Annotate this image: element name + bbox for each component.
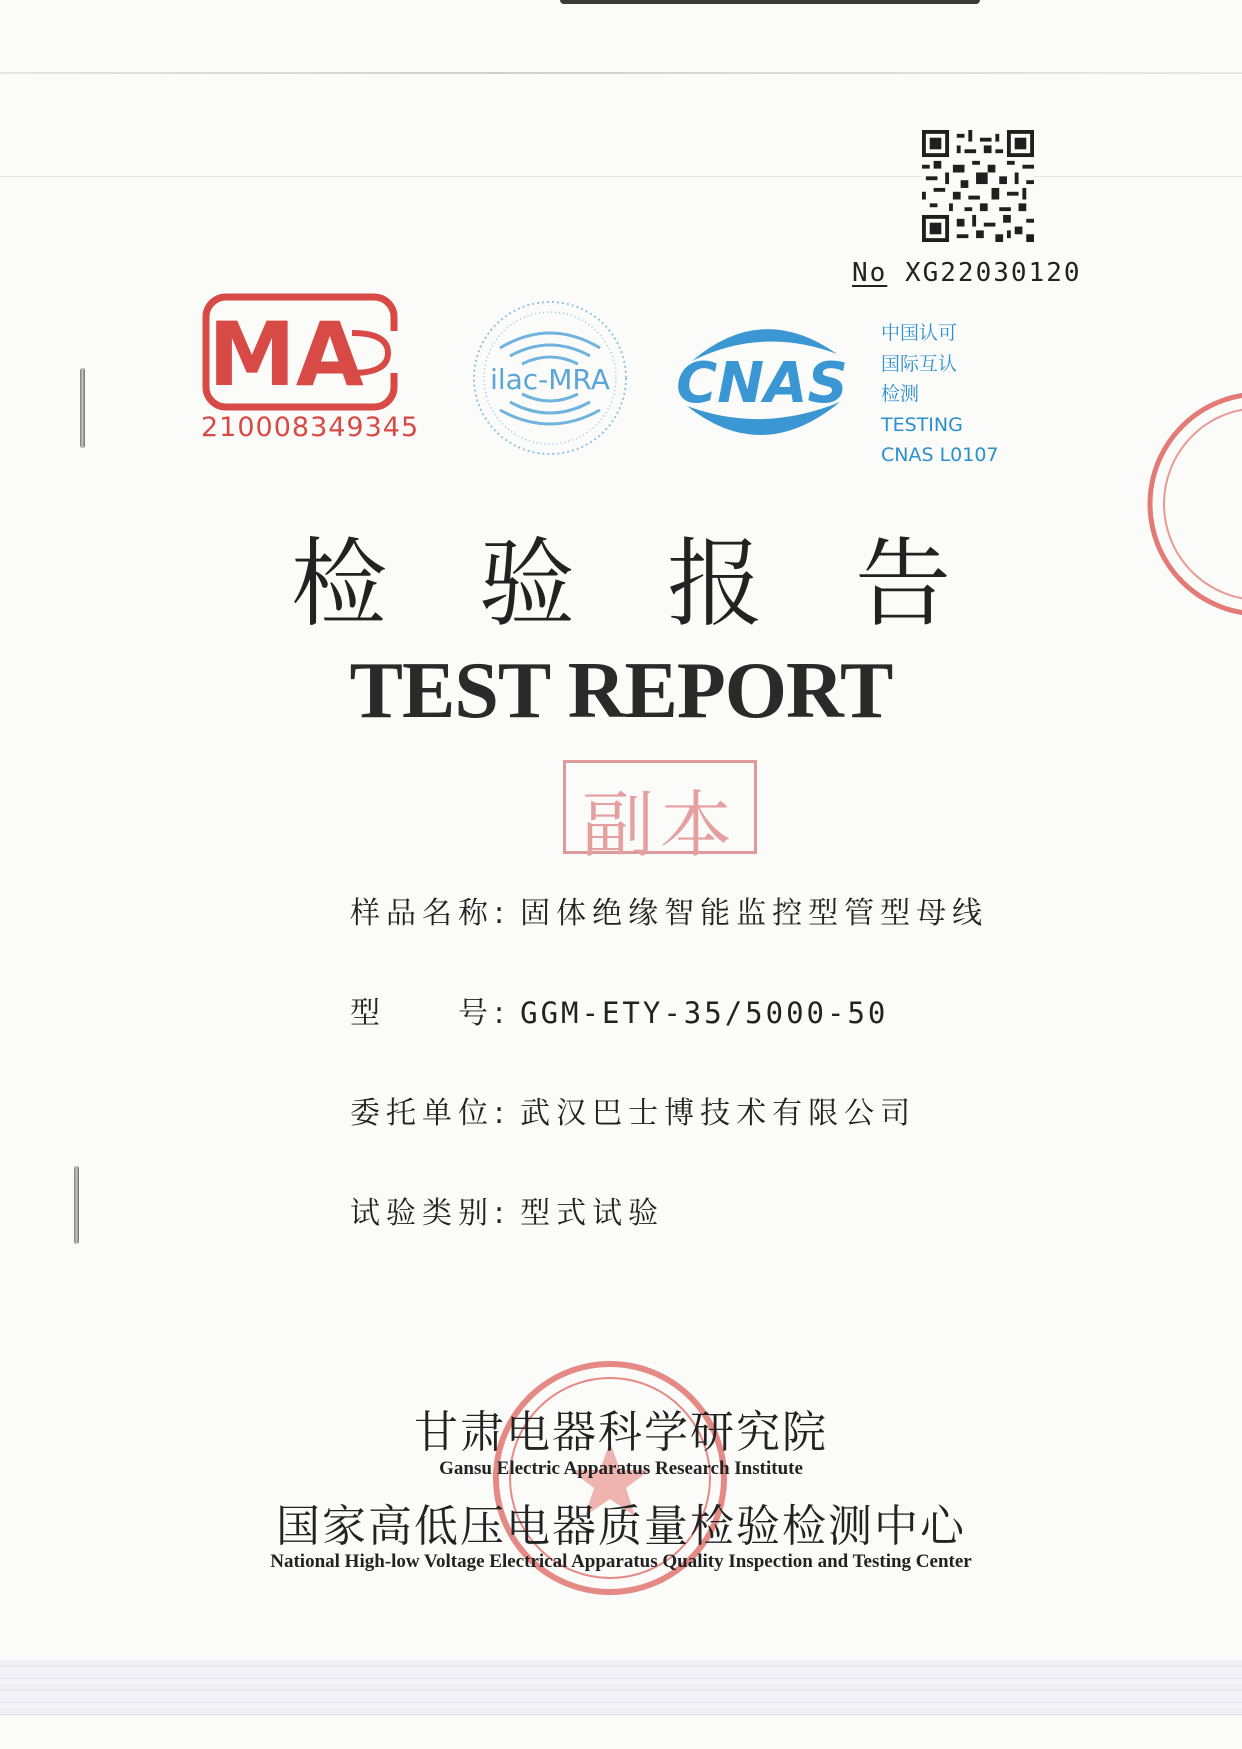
binder-hole-mark: [74, 1166, 79, 1244]
field-label: 委托单位:: [350, 1096, 511, 1131]
field-sample-name: [350, 888, 988, 932]
testing-center-chinese: 国家高低压电器质量检验检测中心: [276, 1501, 966, 1552]
report-number-value: XG22030120: [904, 258, 1082, 288]
field-value: 型式试验: [520, 1196, 665, 1231]
institute-name-chinese: 甘肃电器科学研究院: [414, 1407, 828, 1458]
cnas-accreditation-text: [881, 318, 999, 471]
field-test-type: [350, 1188, 664, 1232]
field-label: 试验类别:: [350, 1196, 511, 1231]
cnas-line: 中国认可: [881, 322, 958, 344]
cma-logo-text: MA: [208, 303, 364, 406]
cnas-logo-text: CNAS: [676, 351, 848, 416]
field-label: 型 号:: [350, 996, 511, 1031]
scan-line: [0, 72, 1242, 74]
cnas-line: CNAS L0107: [881, 444, 999, 466]
cnas-line: TESTING: [881, 413, 963, 436]
testing-center-english: National High-low Voltage Electrical Apparatus Quality Inspection and Testing Center: [270, 1551, 972, 1572]
qr-code-icon: [922, 130, 1034, 242]
field-value: GGM-ETY-35/5000-50: [520, 996, 889, 1030]
scan-edge: [560, 0, 980, 4]
report-title-english: TEST REPORT: [349, 647, 893, 735]
scan-line: [0, 176, 1242, 177]
cnas-line: 国际互认: [881, 352, 958, 375]
field-value: 武汉巴士博技术有限公司: [520, 1096, 917, 1131]
field-model: [350, 988, 888, 1032]
scan-artifact: [0, 1660, 1242, 1716]
report-number: [852, 258, 1082, 288]
ilac-logo-text: ilac-MRA: [490, 363, 610, 396]
field-label: 样品名称:: [350, 896, 511, 931]
report-title-chinese: 检验报告: [291, 528, 1043, 640]
institute-name-english: Gansu Electric Apparatus Research Institute: [439, 1458, 803, 1479]
copy-stamp-text: 副本: [581, 783, 738, 867]
cma-logo-icon: [202, 293, 398, 411]
field-value: 固体绝缘智能监控型管型母线: [520, 896, 989, 931]
copy-stamp: [563, 760, 757, 867]
binder-hole-mark: [80, 368, 85, 448]
report-number-prefix: No: [852, 258, 888, 288]
field-client: [350, 1088, 916, 1132]
ilac-mra-logo-icon: [470, 298, 630, 458]
cnas-logo-icon: [662, 306, 862, 456]
cma-number: 210008349345: [201, 412, 420, 443]
cnas-line: 检测: [881, 383, 920, 405]
